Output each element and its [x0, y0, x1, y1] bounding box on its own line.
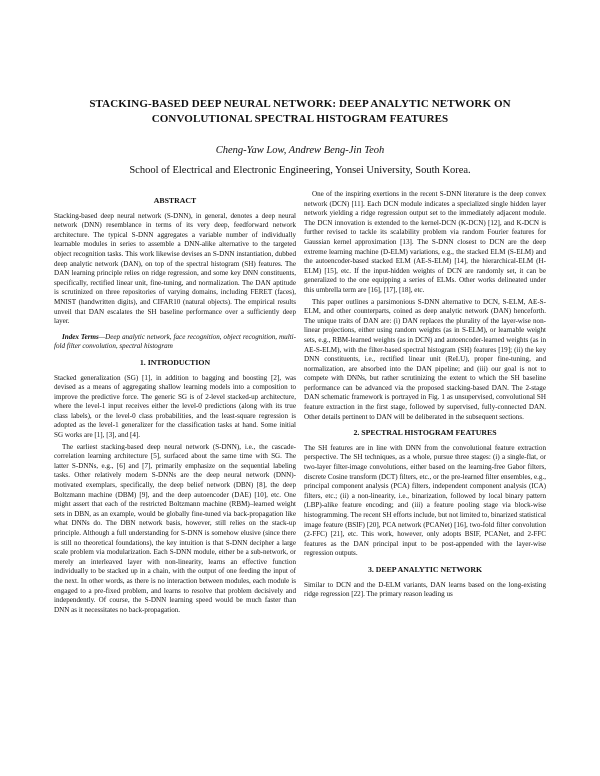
intro-heading: 1. INTRODUCTION [139, 357, 211, 367]
index-terms [54, 333, 296, 352]
authors: Cheng-Yaw Low, Andrew Beng-Jin Teoh [215, 145, 385, 156]
left-column [54, 190, 296, 617]
paper-title: STACKING-BASED DEEP NEURAL NETWORK: DEEP ANALYTIC NETWORK ON CONVOLUTIONAL SPECTRAL HISTOGRAM FEATURES [89, 98, 511, 125]
abstract-text: Stacking-based deep neural network (S-DNN), in general, denotes a deep neural network (DNN) resemblance in terms of its very deep, feedforward network architecture. The typical S-DNN aggregates a variable number of individually learnable modules in series to assemble a DNN-alike alternative to the targeted object recognition tasks. This work likewise devises an S-DNN instantiation, dubbed deep analytic network (DAN), on top of the spectral histogram (SH) features. The DAN learning principle relies on ridge regression, and some key DNN constituents, specifically, rectified linear unit, fine-tuning, and normalization. The DAN aptitude is scrutinized on three repositories of varying domains, including FERET (faces), MNIST (handwritten digits), and CIFAR10 (natural objects). The empirical results unveil that DAN escalates the SH baseline performance over a sufficiently deep layer. [54, 211, 296, 326]
affiliation: School of Electrical and Electronic Engineering, Yonsei University, South Korea. [129, 165, 471, 176]
intro-paragraph-2: The earliest stacking-based deep neural network (S-DNN), i.e., the cascade-correlation learning architecture [5], surfaced about the same time with SG. The latter S-DNNs, e.g., [6] and [7], primarily emphasize on the sequential labeling tasks. Other relatively modern S-DNNs are the deep neural network (DNN)-motivated exemplars, specifically, the deep belief network (DBN) [8], the deep Boltzmann machine (DBM) [9], and the deep autoencoder (DAE) [10], etc. One might assert that each of the restricted Boltzmann machine (RBM)–learned weight sets in DBN, as an example, would be globally fine-tuned via back-propagation like what DNNs do. The DBN network basis, however, still relies on the stack-up principle. Although a full understanding for S-DNN is somehow elusive (since there is still no theoretical foundations), the key intuition is that S-DNN decipher a large scale problem via modularization. Each S-DNN module, either be a sub-network, or merely an interleaved layer with non-linearity, learns an effective function individually to be stacked up in a chain, with the output of one feeding the input of the next. In other words, as there is no interaction between modules, each module is engaged to a pre-fixed problem, and learns to resolve that problem decisively and independently. Of course, the S-DNN learning speed would be much faster than DNN as it necessitates no back-propagation. [54, 442, 296, 614]
index-terms-text: —Deep analytic network, face recognition, object recognition, multi-fold filter convolution, spectral histogram [54, 332, 297, 351]
sh-heading: 2. SPECTRAL HISTOGRAM FEATURES [353, 428, 497, 438]
index-terms-label: Index Terms [62, 332, 99, 341]
dan-text: Similar to DCN and the D-ELM variants, DAN learns based on the long-existing ridge regression [22]. The primary reason leading us [304, 580, 546, 599]
intro-right-paragraph-2: This paper outlines a parsimonious S-DNN alternative to DCN, S-ELM, AE-S-ELM, and other counterparts, coined as deep analytic network (DAN) henceforth. The unique traits of DAN are: (i) DAN replaces the plurality of the layer-wise non-linear projections, either using random weights (as in S-ELM), or learnable weight sets, e.g., RBM-learned weights (as in DCN) and autoencoder-learned weights (as in AE-S-ELM), with the filter-based spectral histogram (SH) features [19]; (ii) the key DNN constituents, i.e., rectified linear unit (ReLU), proper fine-tuning, and normalization, are absorbed into the DAN pipeline; and (iii) our goal is not to compete with DNNs, but rather scrutinizing the extent to which the SH baseline performance can be advanced via the proposed stacking-based DAN. The 2-stage DAN schematic framework is portrayed in Fig. 1 as unsupervised, convolutional SH feature extraction in the first stage, followed by supervised, fully-connected DAN. Other details pertinent to DAN will be deliberated in the subsequent sections. [304, 297, 546, 421]
intro-right-paragraph-1: One of the inspiring exertions in the recent S-DNN literature is the deep convex network (DCN) [11]. Each DCN module indicates a specialized single hidden layer network yielding a ridge regression output set to the immediately adjacent module. The DCN innovation is extended to the kernel-DCN (K-DCN) [12], and K-DCN is further revised to tackle its scalability problem via random Fourier features for Gaussian kernel approximation [13]. The S-DNN closest to DCN are the deep extreme learning machine (D-ELM) variations, e.g., the stacked ELM (S-ELM) and the autoencoder-based stacked ELM (AE-S-ELM) [14], the hierarchical-ELM (H-ELM) [15], etc. If the input-hidden weights of DCN are randomly set, it can be generalized to the one equipping a series of ELMs. Other works delineated under this umbrella term are [16], [17], [18], etc. [304, 190, 546, 294]
dan-heading: 3. DEEP ANALYTIC NETWORK [367, 564, 483, 574]
right-column [304, 190, 546, 602]
abstract-heading: ABSTRACT [153, 196, 197, 205]
intro-paragraph-1: Stacked generalization (SG) [1], in addition to bagging and boosting [2], was devised as a means of aggregating shallow learning models into a composition to improve the predictive force. The generic SG is of 2-level stacked-up architecture, where the level-1 input receives either the level-0 predictions (along with its true class labels), or the level-0 class probabilities, and the least-square regression is adopted as the level-1 generalizer for the classification tasks at hand. Some initial SG works are [1], [3], and [4]. [54, 373, 296, 440]
sh-text: The SH features are in line with DNN from the convolutional feature extraction perspective. The SH techniques, as a whole, pursue three stages: (i) a single-flat, or two-layer filter-image convolutions, either based on the learning-free Gabor filters, discrete Cosine transform (DCT) filters, etc., or the pre-learned filter ensembles, e.g., principal component analysis (PCA) filters, independent component analysis (ICA) filters, etc.; (ii) a non-linearity, i.e., binarization, followed by local binary pattern (LBP)-alike feature encoding; and (iii) a feature pooling stage via block-wise histogramming. The recent SH efforts include, but not limited to, binarized statistical image feature (BSIF) [20], PCA network (PCANet) [16], two-fold filter convolution (2-FFC) [21], etc. This work, however, only adopts BSIF, PCANet, and 2-FFC features as the DAN principal input to be post-appended with the layer-wise regression outputs. [304, 443, 546, 558]
